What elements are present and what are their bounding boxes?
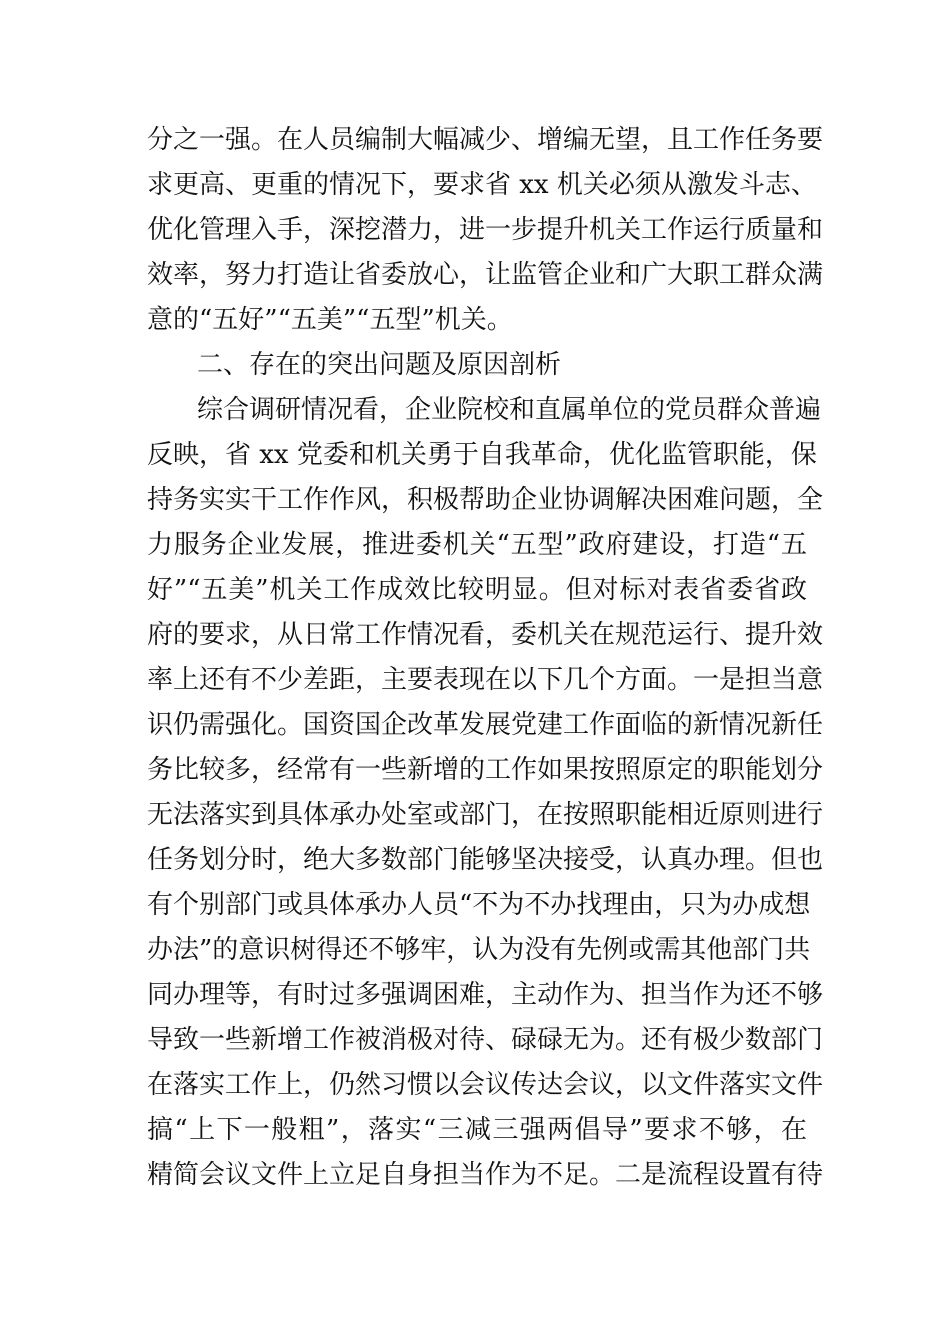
section-heading: 二、存在的突出问题及原因剖析 [197, 350, 562, 380]
paragraph-1-line-1: 分之一强。在人员编制大幅减少、增编无望，且工作任务要 [147, 125, 824, 155]
paragraph-2-line-17: 搞“上下一般粗”，落实“三减三强两倡导”要求不够，在 [147, 1115, 807, 1145]
paragraph-2-line-4: 力服务企业发展，推进委机关“五型”政府建设，打造“五 [147, 530, 807, 560]
paragraph-2-line-13: 办法”的意识树得还不够牢，认为没有先例或需其他部门共 [147, 935, 811, 965]
paragraph-2-line-6: 府的要求，从日常工作情况看，委机关在规范运行、提升效 [147, 620, 824, 650]
paragraph-2-line-9: 务比较多，经常有一些新增的工作如果按照原定的职能划分 [147, 755, 824, 785]
paragraph-2-line-2: 反映，省 xx 党委和机关勇于自我革命，优化监管职能，保 [147, 440, 817, 470]
paragraph-2-line-3: 持务实实干工作作风，积极帮助企业协调解决困难问题，全 [147, 485, 824, 515]
paragraph-1-line-2: 求更高、更重的情况下，要求省 xx 机关必须从激发斗志、 [147, 170, 817, 200]
paragraph-2-line-8: 识仍需强化。国资国企改革发展党建工作面临的新情况新任 [147, 710, 824, 740]
paragraph-2-line-7: 率上还有不少差距，主要表现在以下几个方面。一是担当意 [147, 665, 824, 695]
paragraph-2-line-18: 精简会议文件上立足自身担当作为不足。二是流程设置有待 [147, 1160, 824, 1190]
paragraph-2-line-14: 同办理等，有时过多强调困难，主动作为、担当作为还不够 [147, 980, 824, 1010]
paragraph-2-line-1: 综合调研情况看，企业院校和直属单位的党员群众普遍 [197, 395, 822, 425]
paragraph-2-line-5: 好”“五美”机关工作成效比较明显。但对标对表省委省政 [147, 575, 807, 605]
paragraph-2-line-12: 有个别部门或具体承办人员“不为不办找理由，只为办成想 [147, 890, 811, 920]
paragraph-2-line-16: 在落实工作上，仍然习惯以会议传达会议，以文件落实文件 [147, 1070, 824, 1100]
paragraph-2-line-11: 任务划分时，绝大多数部门能够坚决接受，认真办理。但也 [147, 845, 824, 875]
paragraph-1-line-4: 效率，努力打造让省委放心，让监管企业和广大职工群众满 [147, 260, 824, 290]
paragraph-2-line-15: 导致一些新增工作被消极对待、碌碌无为。还有极少数部门 [147, 1025, 824, 1055]
paragraph-1-line-5: 意的“五好”“五美”“五型”机关。 [147, 305, 513, 335]
paragraph-1-line-3: 优化管理入手，深挖潜力，进一步提升机关工作运行质量和 [147, 215, 824, 245]
paragraph-2-line-10: 无法落实到具体承办处室或部门，在按照职能相近原则进行 [147, 800, 824, 830]
